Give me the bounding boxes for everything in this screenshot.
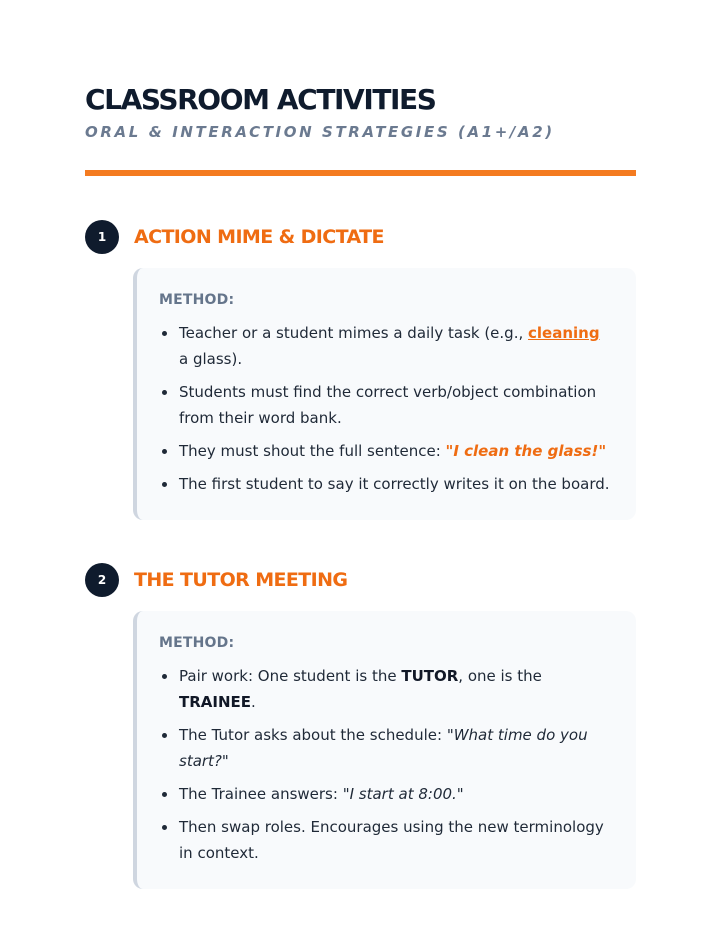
item-text: Pair work: One student is the <box>179 667 402 685</box>
item-text: , one is the <box>458 667 542 685</box>
page-subtitle: ORAL & INTERACTION STRATEGIES (A1+/A2) <box>85 123 555 141</box>
title-divider <box>85 170 636 176</box>
section-title: ACTION MIME & DICTATE <box>134 226 384 248</box>
example-answer: "I start at 8:00." <box>342 785 464 803</box>
list-item <box>159 781 612 807</box>
method-label: METHOD: <box>159 635 235 651</box>
activity-section-1 <box>85 220 636 493</box>
list-item <box>159 814 612 866</box>
list-item <box>159 320 612 372</box>
role-trainee: TRAINEE <box>179 693 252 711</box>
example-sentence: "I clean the glass!" <box>445 442 607 460</box>
item-text: Teacher or a student mimes a daily task (e.g., <box>179 324 529 342</box>
section-number-badge: 1 <box>85 220 119 254</box>
item-text: The first student to say it correctly writes it on the board. <box>179 475 610 493</box>
page-title: CLASSROOM ACTIVITIES <box>85 83 436 116</box>
section-header <box>85 220 636 254</box>
list-item <box>159 471 612 497</box>
item-text: The Tutor asks about the schedule: <box>179 726 447 744</box>
activity-section-2 <box>85 563 636 862</box>
section-header <box>85 563 636 597</box>
method-list <box>159 320 612 497</box>
example-question: "What time do you start?" <box>179 726 588 770</box>
keyword-link[interactable]: cleaning <box>528 324 600 342</box>
list-item <box>159 663 612 715</box>
document-page <box>85 82 636 862</box>
list-item <box>159 438 612 464</box>
role-tutor: TUTOR <box>401 667 459 685</box>
item-text: . <box>251 693 256 711</box>
item-text: Students must find the correct verb/object combination from their word bank. <box>179 383 597 427</box>
method-card <box>133 268 636 520</box>
item-text: a glass). <box>179 350 243 368</box>
item-text: Then swap roles. Encourages using the new terminology in context. <box>179 818 604 862</box>
method-list <box>159 663 612 866</box>
list-item <box>159 379 612 431</box>
method-label: METHOD: <box>159 292 235 308</box>
list-item <box>159 722 612 774</box>
method-card <box>133 611 636 889</box>
section-title: THE TUTOR MEETING <box>134 569 348 591</box>
item-text: The Trainee answers: <box>179 785 343 803</box>
item-text: They must shout the full sentence: <box>179 442 446 460</box>
section-number-badge: 2 <box>85 563 119 597</box>
